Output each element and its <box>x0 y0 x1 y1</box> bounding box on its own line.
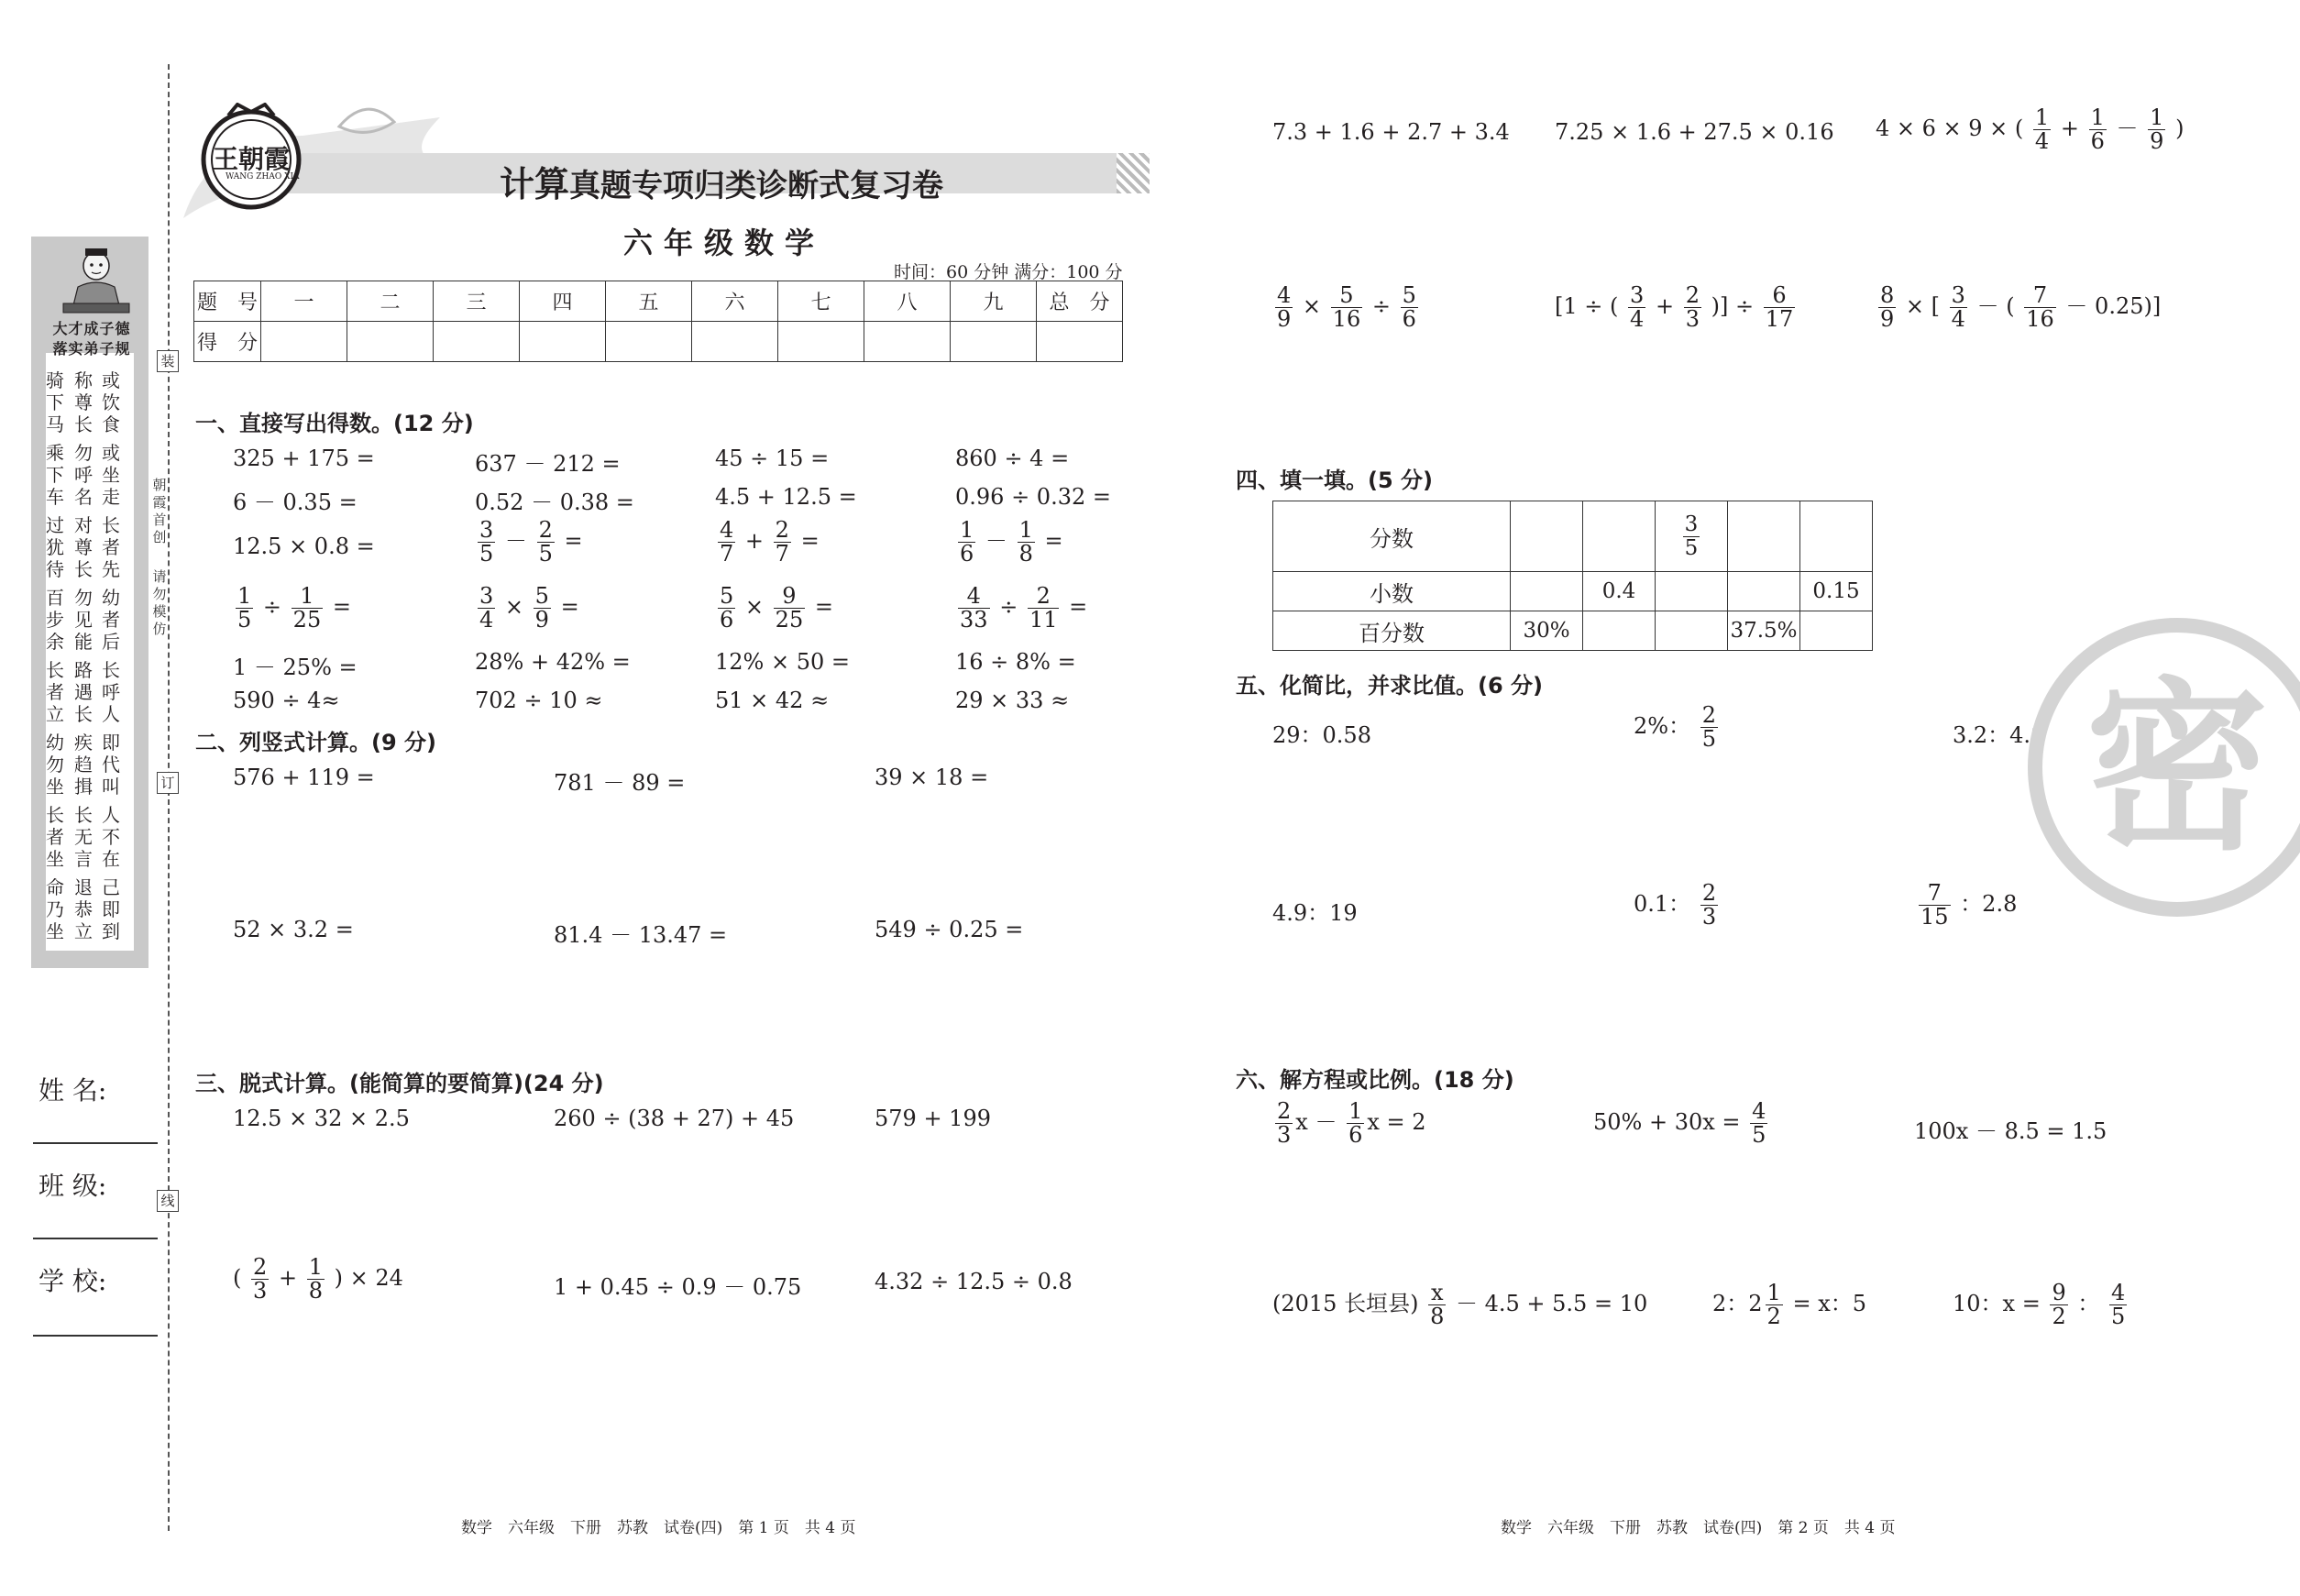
s1-problem-frac: $\frac{4}{7}$ + $\frac{2}{7}$ = <box>720 517 820 567</box>
sidebar-rule-column: 命 乃 坐 <box>46 876 64 942</box>
s3-problem: 4.32 ÷ 12.5 ÷ 0.8 <box>875 1269 1073 1294</box>
exam-info: 时间：60 分钟 满分：100 分 <box>894 262 1123 282</box>
s1-problem-frac: $\frac{4}{33}$ ÷ $\frac{2}{11}$ = <box>960 583 1088 633</box>
s1-problem: 29 × 33 ≈ <box>955 688 1070 713</box>
fill-cell: 0.4 <box>1583 572 1656 611</box>
s5-problem-frac: $\frac{7}{15}$ ：2.8 <box>1920 880 2018 930</box>
s1-problem-frac: $\frac{5}{6}$ × $\frac{9}{25}$ = <box>720 583 833 633</box>
p2-problem-frac: [1 ÷ ( $\frac{3}{4}$ + $\frac{2}{3}$ )] ÷ $\frac{6}{17}$ <box>1555 282 1794 333</box>
s3-problem: 12.5 × 32 × 2.5 <box>233 1106 410 1131</box>
s1-problem: 12% × 50 = <box>715 649 850 675</box>
s1-problem: 1 － 25% = <box>233 655 358 680</box>
s1-problem: 51 × 42 ≈ <box>715 688 830 713</box>
s5-problem-frac: 2%： $\frac{2}{5}$ <box>1634 702 1716 753</box>
score-header-cell: 七 <box>778 281 864 322</box>
fill-cell[interactable] <box>1800 611 1873 651</box>
s3-problem: 1 + 0.45 ÷ 0.9 － 0.75 <box>554 1274 802 1300</box>
title-band-pattern <box>1117 153 1150 193</box>
fill-cell: 30% <box>1511 611 1583 651</box>
sidebar-rule-column: 疾 趋 揖 <box>74 732 93 798</box>
fill-cell[interactable] <box>1728 572 1800 611</box>
score-cell[interactable] <box>347 322 434 362</box>
class-line[interactable] <box>33 1238 158 1239</box>
p2-problem-frac: $\frac{4}{9}$ × $\frac{5}{16}$ ÷ $\frac{5}{6}$ <box>1277 282 1416 333</box>
fill-cell: 37.5% <box>1728 611 1800 651</box>
section-3-title: 三、脱式计算。(能简算的要简算)(24 分) <box>195 1071 604 1096</box>
title-rest: 真题专项归类诊断式复习卷 <box>569 168 944 204</box>
sidebar-rule-column: 勿 见 能 <box>74 587 93 653</box>
sidebar-rule-column: 长 者 立 <box>46 659 64 725</box>
sidebar-rule-column: 或 坐 走 <box>102 442 120 508</box>
scholar-figure-icon <box>50 243 142 321</box>
s2-problem: 549 ÷ 0.25 = <box>875 917 1024 942</box>
s1-problem: 45 ÷ 15 = <box>715 446 830 471</box>
s6-problem-frac: 10：x = $\frac{9}{2}$ ： $\frac{4}{5}$ <box>1953 1280 2126 1330</box>
fill-row-decimal <box>1273 572 1873 611</box>
fold-tag-1: 装 <box>157 350 179 372</box>
sidebar-rule-column: 即 代 叫 <box>102 732 120 798</box>
s2-problem: 81.4 － 13.47 = <box>554 922 728 948</box>
score-header-cell: 一 <box>261 281 347 322</box>
score-header-cell: 六 <box>692 281 778 322</box>
s6-problem-frac: 50% + 30x = $\frac{4}{5}$ <box>1593 1098 1766 1149</box>
score-header-cell: 总 分 <box>1037 281 1123 322</box>
s1-problem-frac: $\frac{3}{5}$ － $\frac{2}{5}$ = <box>479 517 583 567</box>
fill-cell[interactable] <box>1583 611 1656 651</box>
school-label: 学 校: <box>39 1266 107 1296</box>
section-6-title: 六、解方程或比例。(18 分) <box>1236 1067 1514 1093</box>
title-highlight: 计算 <box>500 164 570 204</box>
sidebar-rule-column: 长 者 先 <box>102 514 120 580</box>
fold-tag-2: 订 <box>157 772 179 794</box>
sidebar-rule-column: 长 者 坐 <box>46 804 64 870</box>
score-cell[interactable] <box>951 322 1037 362</box>
logo-subtext: WANG ZHAO XIA <box>226 172 300 182</box>
s1-problem: 4.5 + 12.5 = <box>715 484 857 510</box>
s6-problem-frac: (2015 长垣县) $\frac{x}{8}$ － 4.5 + 5.5 = 10 <box>1272 1280 1648 1330</box>
s2-problem: 576 + 119 = <box>233 765 375 790</box>
sidebar-rule-column: 勿 呼 名 <box>74 442 93 508</box>
score-cell[interactable] <box>606 322 692 362</box>
fill-header: 分数 <box>1273 501 1511 572</box>
score-header-cell: 三 <box>434 281 520 322</box>
sidebar-rule-column: 骑 下 马 <box>46 369 64 435</box>
fill-cell[interactable] <box>1511 572 1583 611</box>
s1-problem-frac: $\frac{1}{6}$ － $\frac{1}{8}$ = <box>960 517 1063 567</box>
fill-cell[interactable] <box>1656 572 1728 611</box>
sidebar-rule-column: 对 尊 长 <box>74 514 93 580</box>
s5-problem: 4.9：19 <box>1272 900 1358 926</box>
s6-problem-frac: 2：2 $\frac{1}{2}$ = x：5 <box>1712 1280 1867 1330</box>
s3-problem: 260 ÷ (38 + 27) + 45 <box>554 1106 795 1131</box>
s1-problem: 6 － 0.35 = <box>233 490 358 515</box>
score-cell[interactable] <box>434 322 520 362</box>
footer-page-1: 数学 六年级 下册 苏教 试卷(四) 第 1 页 共 4 页 <box>461 1519 856 1537</box>
s1-problem: 702 ÷ 10 ≈ <box>475 688 603 713</box>
section-4-title: 四、填一填。(5 分) <box>1236 468 1433 493</box>
score-cell[interactable] <box>1037 322 1123 362</box>
score-cell[interactable] <box>261 322 347 362</box>
s6-problem-frac: $\frac{2}{3}$ x － $\frac{1}{6}$ x = 2 <box>1277 1098 1426 1149</box>
name-label: 姓 名: <box>39 1075 107 1106</box>
s1-problem-frac: $\frac{3}{4}$ × $\frac{5}{9}$ = <box>479 583 579 633</box>
s2-problem: 52 × 3.2 = <box>233 917 354 942</box>
s6-problem: 100x － 8.5 = 1.5 <box>1914 1118 2107 1144</box>
s1-problem: 325 + 175 = <box>233 446 375 471</box>
score-header-cell: 四 <box>520 281 606 322</box>
score-header-cell: 五 <box>606 281 692 322</box>
sidebar-rule-column: 己 即 到 <box>102 876 120 942</box>
s5-problem-frac: 0.1： $\frac{2}{3}$ <box>1634 880 1717 930</box>
p2-problem-frac: $\frac{8}{9}$ × [ $\frac{3}{4}$ － ( $\frac{7}{16}$ － 0.25)] <box>1880 282 2162 333</box>
s2-problem: 39 × 18 = <box>875 765 989 790</box>
score-cell[interactable] <box>778 322 864 362</box>
name-line[interactable] <box>33 1142 158 1144</box>
vertical-note-1: 朝 霞 首 创 <box>152 477 167 545</box>
score-row-label: 得 分 <box>194 322 261 362</box>
fill-cell: 0.15 <box>1800 572 1873 611</box>
sidebar-rule-column: 过 犹 待 <box>46 514 64 580</box>
fold-tag-3: 线 <box>157 1190 179 1212</box>
s1-problem: 0.96 ÷ 0.32 = <box>955 484 1111 510</box>
p2-problem: 7.25 × 1.6 + 27.5 × 0.16 <box>1555 119 1834 145</box>
score-table <box>193 281 1123 362</box>
section-1-title: 一、直接写出得数。(12 分) <box>195 411 474 436</box>
fill-cell-fraction: $\frac{3}{5}$ <box>1656 501 1728 572</box>
sidebar-rule-column: 退 恭 立 <box>74 876 93 942</box>
fill-cell[interactable] <box>1583 501 1656 572</box>
vertical-note-2: 请 勿 模 仿 <box>152 568 167 637</box>
fill-header: 百分数 <box>1273 611 1511 651</box>
score-cell[interactable] <box>864 322 951 362</box>
s5-problem: 3.2：4.8 <box>1953 722 2045 748</box>
p2-problem: 7.3 + 1.6 + 2.7 + 3.4 <box>1272 119 1510 145</box>
fill-cell[interactable] <box>1656 611 1728 651</box>
s5-problem: 29：0.58 <box>1272 722 1371 748</box>
fill-cell[interactable] <box>1511 501 1583 572</box>
s3-problem: 579 + 199 <box>875 1106 991 1131</box>
fill-header: 小数 <box>1273 572 1511 611</box>
s1-problem: 28% + 42% = <box>475 649 631 675</box>
s2-problem: 781 － 89 = <box>554 770 686 796</box>
s1-problem: 12.5 × 0.8 = <box>233 534 375 559</box>
page-subtitle: 六年级数学 <box>623 226 826 260</box>
score-header-cell: 八 <box>864 281 951 322</box>
page-title <box>500 156 943 206</box>
sidebar-rule-column: 幼 勿 坐 <box>46 732 64 798</box>
s1-problem: 590 ÷ 4≈ <box>233 688 340 713</box>
motto-line-2: 落实弟子规 <box>52 340 131 358</box>
s1-problem: 0.52 － 0.38 = <box>475 490 634 515</box>
score-cell[interactable] <box>692 322 778 362</box>
footer-page-2: 数学 六年级 下册 苏教 试卷(四) 第 2 页 共 4 页 <box>1501 1519 1896 1537</box>
motto-line-1: 大才成子德 <box>52 320 131 337</box>
class-label: 班 级: <box>39 1171 107 1201</box>
score-cell[interactable] <box>520 322 606 362</box>
section-5-title: 五、化简比，并求比值。(6 分) <box>1236 673 1543 699</box>
sidebar-rule-column: 或 饮 食 <box>102 369 120 435</box>
score-header-cell: 二 <box>347 281 434 322</box>
fold-line <box>168 64 170 1531</box>
s1-problem: 637 － 212 = <box>475 451 621 477</box>
score-header-cell: 九 <box>951 281 1037 322</box>
logo-text: 王朝霞 <box>213 144 291 174</box>
school-line[interactable] <box>33 1335 158 1337</box>
score-table-score-row <box>194 322 1123 362</box>
seal-char: 密 <box>2085 662 2270 875</box>
sidebar-rule-column: 路 遇 长 <box>74 659 93 725</box>
sidebar-rule-column: 长 无 言 <box>74 804 93 870</box>
p2-problem-frac: 4 × 6 × 9 × ( $\frac{1}{4}$ + $\frac{1}{6}$ － $\frac{1}{9}$ ) <box>1876 105 2184 155</box>
fill-row-percent <box>1273 611 1873 651</box>
sidebar-rule-column: 幼 者 后 <box>102 587 120 653</box>
fill-cell[interactable] <box>1728 501 1800 572</box>
sidebar-rule-column: 长 呼 人 <box>102 659 120 725</box>
fill-row-fraction <box>1273 501 1873 572</box>
fill-cell[interactable] <box>1800 501 1873 572</box>
s1-problem: 16 ÷ 8% = <box>955 649 1076 675</box>
fill-table <box>1272 501 1873 651</box>
sidebar-rule-column: 百 步 余 <box>46 587 64 653</box>
sidebar-rule-column: 人 不 在 <box>102 804 120 870</box>
section-2-title: 二、列竖式计算。(9 分) <box>195 730 436 755</box>
score-table-header-row <box>194 281 1123 322</box>
sidebar-rule-column: 乘 下 车 <box>46 442 64 508</box>
score-header-cell: 题 号 <box>194 281 261 322</box>
s1-problem: 860 ÷ 4 = <box>955 446 1070 471</box>
sidebar-rule-column: 称 尊 长 <box>74 369 93 435</box>
secret-seal-icon <box>2026 616 2300 919</box>
s1-problem-frac: $\frac{1}{5}$ ÷ $\frac{1}{25}$ = <box>237 583 351 633</box>
s3-problem-frac: ( $\frac{2}{3}$ + $\frac{1}{8}$ ) × 24 <box>233 1254 403 1304</box>
